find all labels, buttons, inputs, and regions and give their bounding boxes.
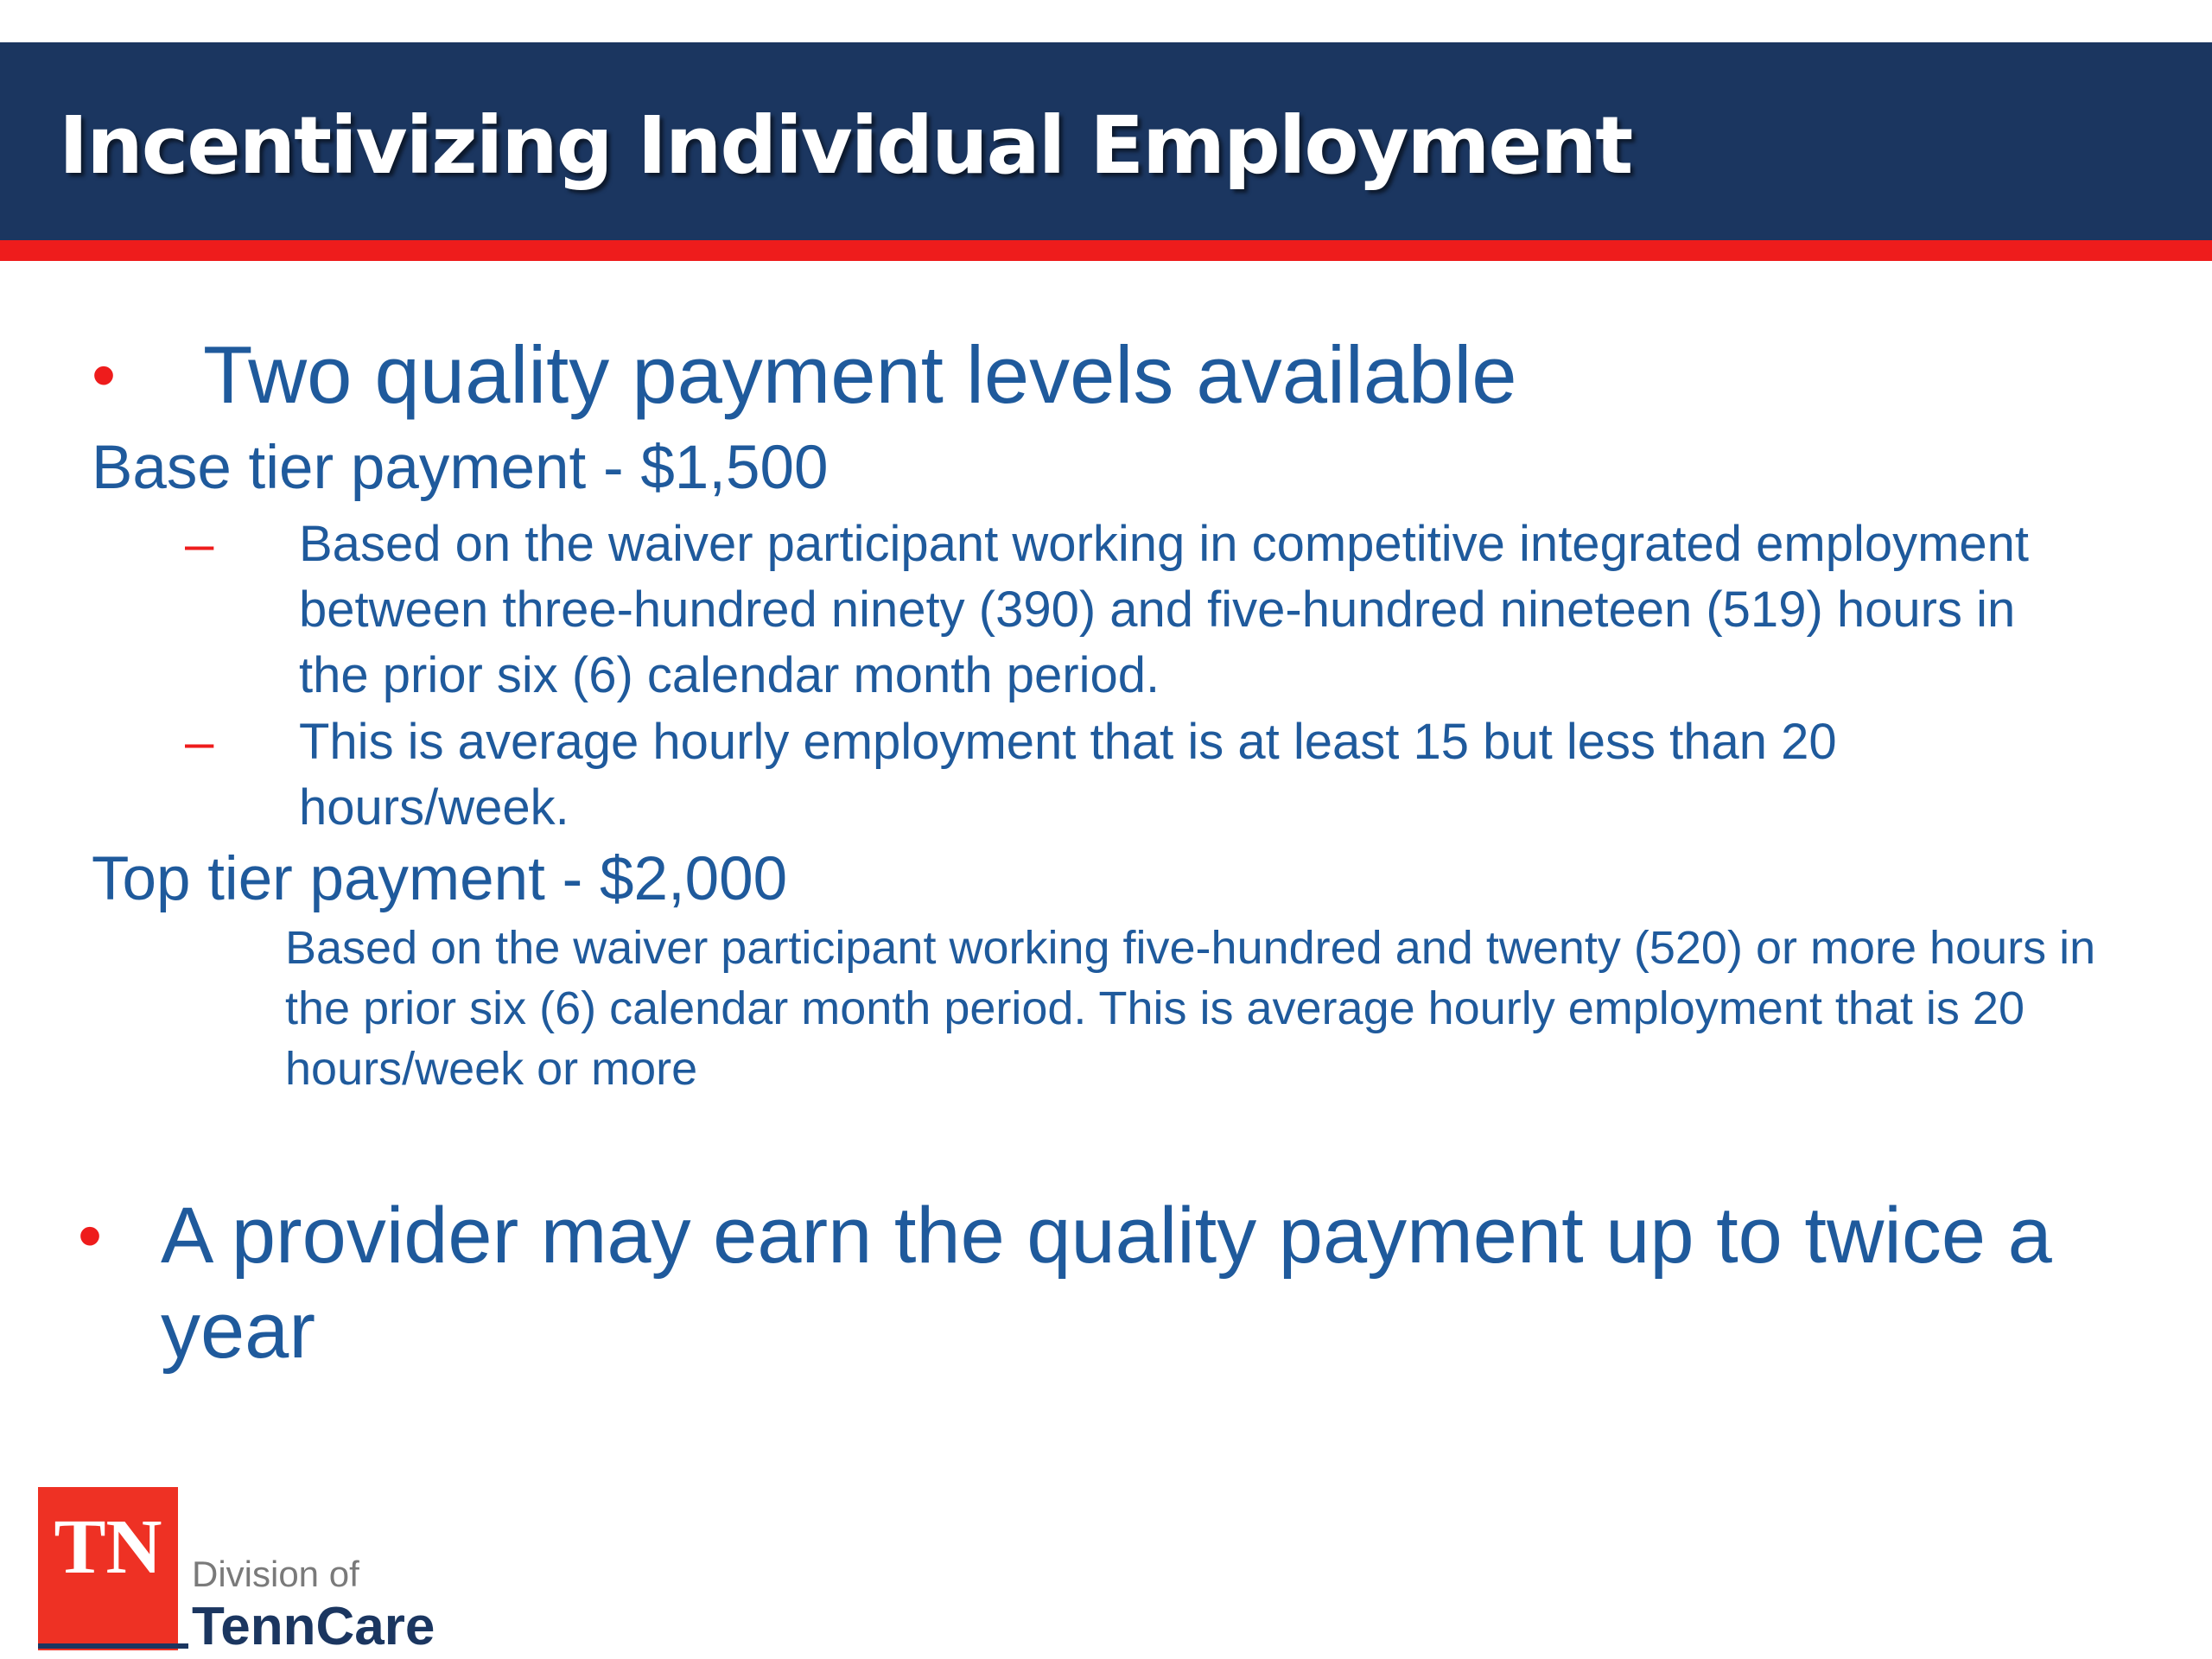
base-tier-heading: Base tier payment - $1,500 [92, 434, 829, 502]
base-tier-point-weekly: This is average hourly employment that is at least 15 but less than 20 hours/week. [299, 714, 1837, 836]
logo-tenncare-text: TennCare [192, 1597, 435, 1656]
logo-mark: TN [54, 1504, 162, 1590]
base-tier-point-hours: Based on the waiver participant working in competitive integrated employment between three-hundred ninety (390) and five-hundred nineteen (519) hours in the prior six (6) calendar month period. [299, 516, 2030, 703]
bullet-dot-icon: • [78, 1197, 103, 1274]
dash-bullet-icon: – [185, 713, 214, 771]
dash-bullet-icon: – [185, 515, 214, 573]
title-accent-stripe [0, 240, 2212, 261]
top-tier-description: Based on the waiver participant working five-hundred and twenty (520) or more hours in the prior six (6) calendar month period. This is average hourly employment that is 20 hours/week or more [285, 922, 2096, 1095]
logo-division-text: Division of [192, 1554, 359, 1594]
tn-logo-icon [38, 1487, 178, 1650]
top-tier-heading: Top tier payment - $2,000 [92, 845, 788, 913]
slide-title: Incentivizing Individual Employment [59, 99, 1632, 192]
bullet-two-payment-levels: Two quality payment levels available [203, 329, 1517, 420]
bullet-dot-icon: • [92, 336, 117, 413]
bullet-twice-a-year: A provider may earn the quality payment up to twice a year [161, 1192, 2052, 1375]
logo-underline [38, 1643, 188, 1649]
